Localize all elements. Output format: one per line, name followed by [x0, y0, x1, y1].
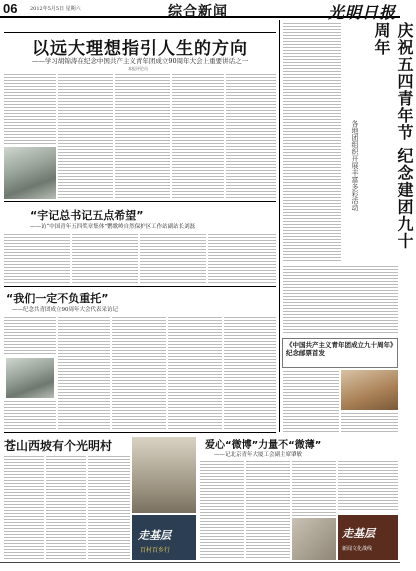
stamp-news-col-1 [283, 370, 339, 432]
right-feature-col-1 [283, 22, 341, 262]
right-feature-col-2 [283, 265, 398, 335]
promo-right-logo: 走基层 [342, 527, 375, 540]
article-3-col-4 [168, 316, 222, 430]
article-5-subtitle: ——记北京青年大厦工会副主席肇敏 [214, 452, 303, 458]
article-5-photo [292, 518, 336, 560]
article-4-col-3 [88, 455, 130, 560]
section-title: 综合新闻 [168, 3, 228, 19]
lead-body-col-4 [172, 73, 224, 199]
article-5-title[interactable]: 爱心“微博”力量不“微薄” [205, 440, 322, 451]
article-2-bottom-rule [4, 286, 276, 287]
lead-article-byline: 本报评论员 [128, 66, 148, 71]
issue-date: 2012年5月5日 星期六 [30, 6, 81, 12]
article-2-col-1 [4, 233, 70, 283]
lead-article-photo [4, 147, 56, 199]
lead-body-col-3 [115, 73, 170, 199]
lead-top-rule [4, 32, 276, 33]
promo-left-photo [132, 437, 196, 513]
stamp-news-box[interactable] [282, 338, 398, 368]
article-4-title[interactable]: 苍山西坡有个光明村 [4, 439, 113, 453]
stamp-news-col-2 [341, 412, 398, 432]
lead-bottom-rule [4, 201, 276, 202]
article-2-title[interactable]: “宇记总书记五点希望” [30, 209, 144, 222]
article-5-col-1 [200, 460, 244, 560]
article-2-col-2 [72, 233, 138, 283]
article-3-photo [6, 358, 54, 398]
article-3-col-1a [4, 316, 56, 356]
article-5-col-2 [246, 460, 290, 560]
page-footer [0, 562, 400, 571]
article-3-title[interactable]: “我们一定不负重托” [6, 292, 109, 305]
article-3-col-3 [112, 316, 166, 430]
article-3-bottom-rule [4, 432, 276, 433]
promo-left-caption: 百村百乡行 [140, 547, 171, 554]
article-2-col-4 [208, 233, 276, 283]
article-3-col-1b [4, 400, 56, 430]
article-5-col-4 [338, 460, 398, 512]
promo-left-logo: 走基层 [138, 529, 171, 542]
article-4-col-1 [4, 455, 44, 560]
article-2-col-3 [140, 233, 206, 283]
promo-right-panel[interactable] [338, 515, 398, 560]
right-column-divider [279, 20, 280, 432]
article-4-col-2 [46, 455, 86, 560]
page-number: 06 [3, 1, 18, 16]
stamp-image [341, 370, 398, 410]
stamp-news-title: 《中国共产主义青年团成立九十周年》纪念邮票首发 [286, 341, 394, 357]
right-feature-title[interactable]: 庆祝五四青年节 纪念建团九十周年 [372, 22, 414, 250]
lead-article-subtitle: ——学习胡锦涛在纪念中国共产主义青年团成立90周年大会上重要讲话之一 [31, 57, 249, 65]
article-3-col-5 [224, 316, 276, 430]
page-header [0, 0, 400, 22]
lead-article-title[interactable]: 以远大理想指引人生的方向 [32, 39, 248, 59]
right-feature-subtitle: 各地团组织开展丰富多彩活动 [351, 120, 359, 211]
article-5-col-3 [292, 460, 336, 516]
article-3-subtitle: ——纪念共青团成立90周年大会代表采访记 [12, 307, 118, 313]
newspaper-masthead: 光明日报 [328, 3, 397, 22]
article-2-subtitle: ——访“中国青年五四奖章集体”鹦歌岭自然保护区工作站副站长刘磊 [30, 224, 196, 230]
lead-body-col-5 [226, 73, 276, 199]
lead-body-col-2 [58, 73, 113, 199]
lead-body-col-1 [4, 73, 56, 145]
promo-right-caption: 新闻文化战线 [342, 546, 373, 552]
article-3-col-2 [58, 316, 110, 430]
promo-left-panel[interactable] [132, 515, 196, 560]
